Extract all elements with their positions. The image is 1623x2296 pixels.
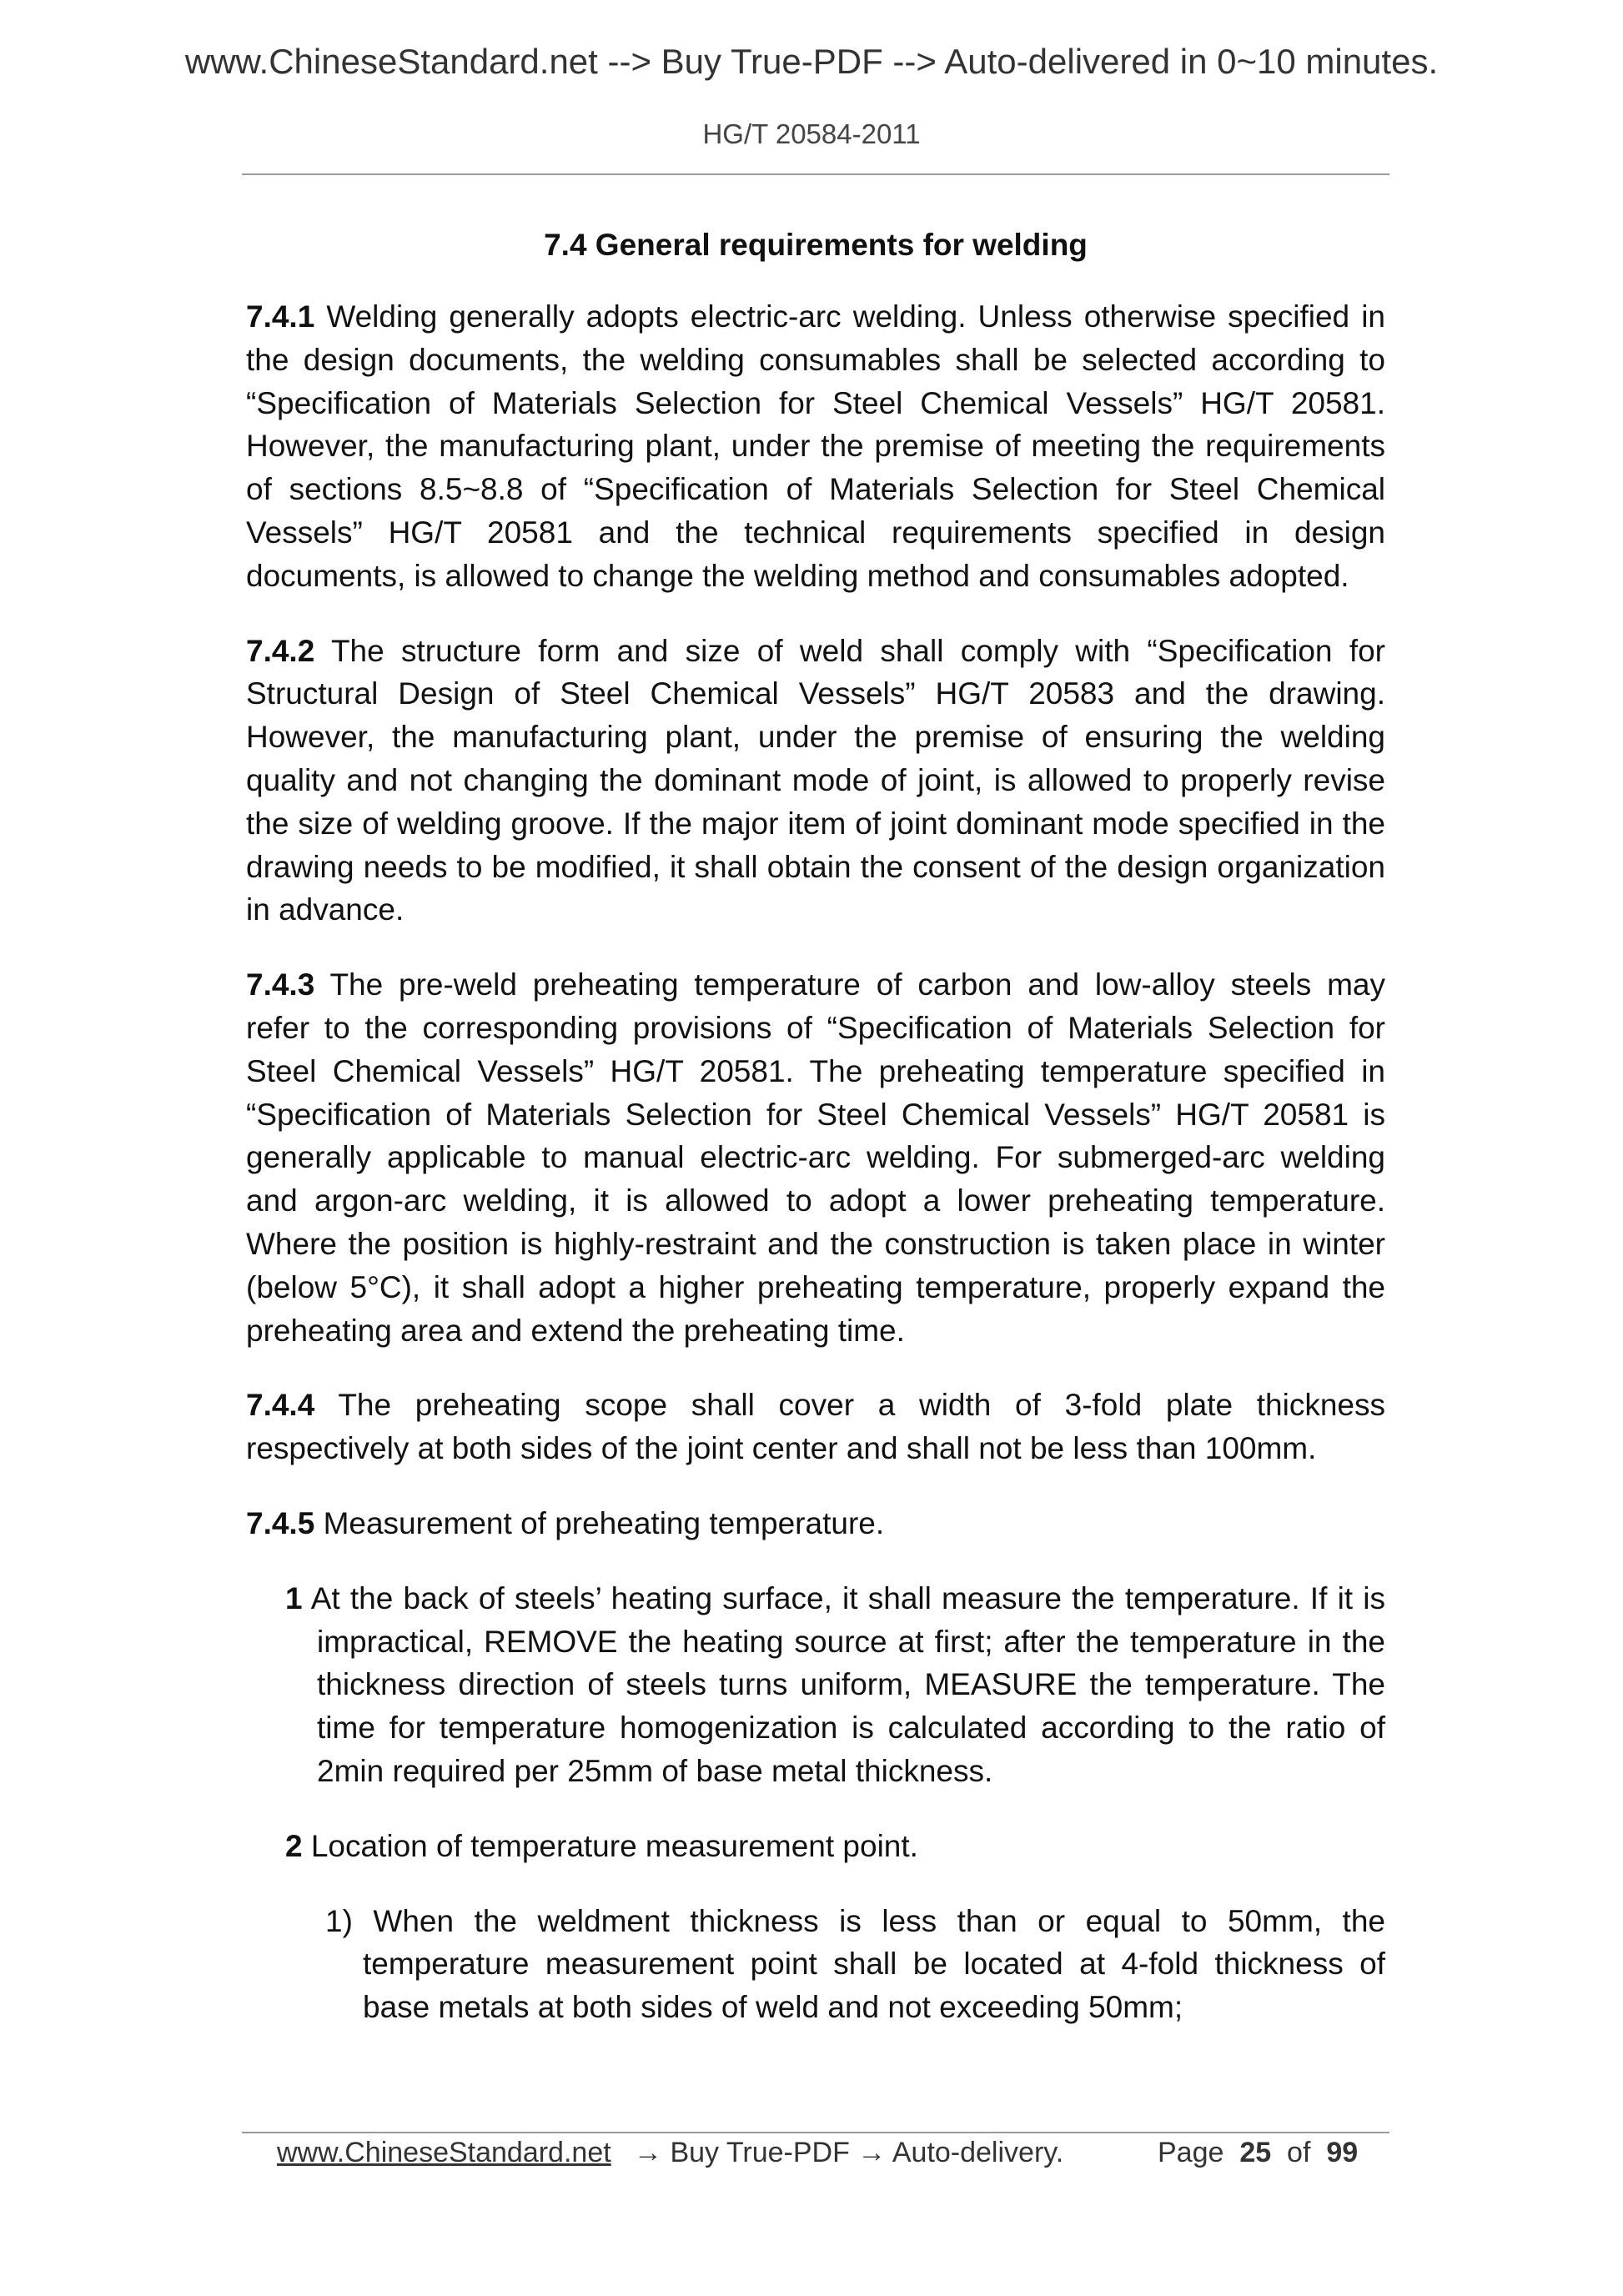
item-text: Location of temperature measurement point. (302, 1828, 918, 1863)
footer-divider (242, 2132, 1389, 2133)
clause-number: 7.4.4 (246, 1388, 315, 1423)
clause-number: 7.4.5 (246, 1505, 315, 1540)
of-label: of (1287, 2137, 1311, 2168)
footer-promo-text: → Buy True-PDF → Auto-delivery. (634, 2137, 1064, 2168)
item-number: 1 (285, 1580, 303, 1615)
clause-7-4-4 (246, 1384, 1385, 1470)
clause-text: The structure form and size of weld shall comply with “Specification for Structural Design of Steel Chemical Vessels” HG/T 20583 and the drawing. However, the manufacturing plant, under the premise of ensuring the welding quality and not changing the dominant mode of joint, is allowed to properly revise the size of welding groove. If the major item of joint dominant mode specified in the drawing needs to be modified, it shall obtain the consent of the design organization in advance. (246, 633, 1385, 927)
item-text: At the back of steels’ heating surface, it shall measure the temperature. If it is impractical, REMOVE the heating source at first; after the temperature in the thickness direction of steels turns uniform, MEASURE the temperature. The time for temperature homogenization is calculated according to the ratio of 2min required per 25mm of base metal thickness. (302, 1580, 1385, 1788)
footer-site-link[interactable]: www.ChineseStandard.net (277, 2137, 611, 2168)
page-content (246, 224, 1385, 2054)
clause-text: Measurement of preheating temperature. (314, 1505, 885, 1540)
clause-number: 7.4.3 (246, 967, 315, 1002)
header-divider (242, 173, 1389, 175)
sub-item-1: 1) When the weldment thickness is less than or equal to 50mm, the temperature measurement point shall be located at 4-fold thickness of base metals at both sides of weld and not exceeding 50mm; (325, 1903, 1385, 2025)
clause-7-4-2 (246, 630, 1385, 932)
page-footer (0, 2137, 1623, 2178)
page-total: 99 (1326, 2137, 1359, 2168)
clause-number: 7.4.1 (246, 299, 315, 334)
page-number: 25 (1239, 2137, 1272, 2168)
section-title: 7.4 General requirements for welding (544, 228, 1088, 262)
list-item-1 (285, 1577, 1385, 1793)
clause-7-4-3 (246, 963, 1385, 1352)
clause-text: Welding generally adopts electric-arc welding. Unless otherwise specified in the design documents, the welding consumables shall be selected according to “Specification of Materials Selection for Steel Chemical Vessels” HG/T 20581. However, the manufacturing plant, under the premise of meeting the requirements of sections 8.5~8.8 of “Specification of Materials Selection for Steel Chemical Vessels” HG/T 20581 and the technical requirements specified in design documents, is allowed to change the welding method and consumables adopted. (246, 299, 1385, 593)
clause-7-4-5 (246, 1502, 1385, 1545)
page-label: Page (1158, 2137, 1224, 2168)
list-item-2 (285, 1825, 1385, 1868)
page-indicator (1158, 2137, 1358, 2169)
document-code: HG/T 20584-2011 (702, 118, 921, 149)
top-banner: www.ChineseStandard.net --> Buy True-PDF --> Auto-delivered in 0~10 minutes. (184, 42, 1439, 81)
clause-text: The pre-weld preheating temperature of carbon and low-alloy steels may refer to the corresponding provisions of “Specification of Materials Selection for Steel Chemical Vessels” HG/T 20581. The preheating temperature specified in “Specification of Materials Selection for Steel Chemical Vessels” HG/T 20581 is generally applicable to manual electric-arc welding. For submerged-arc welding and argon-arc welding, it is allowed to adopt a lower preheating temperature. Where the position is highly-restraint and the construction is taken place in winter (below 5°C), it shall adopt a higher preheating temperature, properly expand the preheating area and extend the preheating time. (246, 967, 1385, 1348)
clause-text: The preheating scope shall cover a width of 3-fold plate thickness respectively at both sides of the joint center and shall not be less than 100mm. (246, 1388, 1385, 1466)
clause-7-4-1 (246, 295, 1385, 598)
clause-number: 7.4.2 (246, 633, 315, 668)
item-number: 2 (285, 1828, 303, 1863)
